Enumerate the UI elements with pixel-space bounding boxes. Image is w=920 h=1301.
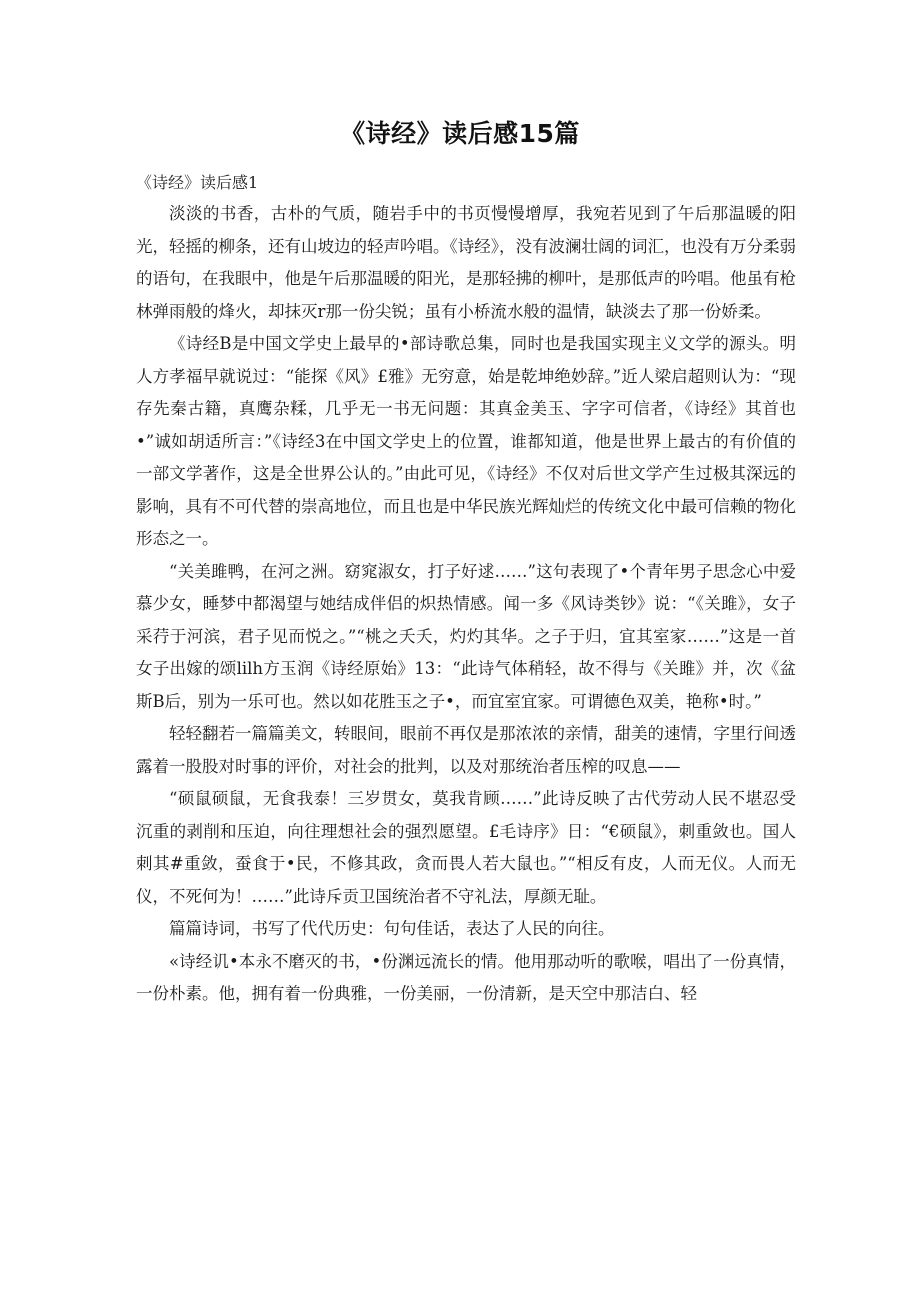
paragraph: 《诗经B是中国文学史上最早的•部诗歌总集，同时也是我国实现主义文学的源头。明人方孝福早就说过：“能探《风》£雅》无穷意，始是乾坤绝妙辞。”近人梁启超则认为：“现存先秦古籍，真鹰杂糅，几乎无一书无问题：其真金美玉、字字可信者，《诗经》其首也•”诚如胡适所言：”《诗经3在中国文学史上的位置，谁都知道，他是世界上最古的有价值的一部文学著作，这是全世界公认的。”由此可见，《诗经》不仅对后世文学产生过极其深远的影响，具有不可代替的崇高地位，而且也是中华民族光辉灿烂的传统文化中最可信赖的物化形态之一。: [136, 334, 796, 548]
document-title: 《诗经》读后感15篇: [340, 119, 580, 148]
paragraph: «诗经讥•本永不磨灭的书，•份渊远流长的情。他用那动听的歌喉，唱出了一份真情，一份朴素。他，拥有着一份典雅，一份美丽，一份清新，是天空中那洁白、轻: [136, 951, 796, 1003]
section-heading: 《诗经》读后感1: [136, 173, 259, 192]
paragraph: 淡淡的书香，古朴的气质，随岩手中的书页慢慢增厚，我宛若见到了午后那温暖的阳光，轻摇的柳条，还有山坡边的轻声吟唱。《诗经》，没有波澜壮阔的词汇，也没有万分柔弱的语句，在我眼中，他是午后那温暖的阳光，是那轻拂的柳叶，是那低声的吟唱。他虽有枪林弹雨般的烽火，却抹灭r那一份尖锐；虽有小桥流水般的温情，缺淡去了那一份娇柔。: [136, 204, 796, 321]
document-body: [136, 198, 796, 1011]
paragraph: “关美雎鸭，在河之洲。窈窕淑女，打子好逑……”这句表现了•个青年男子思念心中爱慕少女，睡梦中都渴望与她结成伴侣的炽热情感。闻一多《风诗类钞》说：“《关雎》，女子采荇于河滨，君子见而悦之。”“桃之夭夭，灼灼其华。之子于归，宜其室家……”这是一首女子出嫁的颂lilh方玉润《诗经原始》13：“此诗气体稍轻，故不得与《关雎》并，次《盆斯B后，别为一乐可也。然以如花胜玉之子•，而宜室宜家。可谓德色双美，艳称•时。”: [136, 561, 796, 711]
paragraph: “硕鼠硕鼠，无食我泰！三岁贯女，莫我肯顾……”此诗反映了古代劳动人民不堪忍受沉重的剥削和压迫，向往理想社会的强烈愿望。£毛诗序》日：“€硕鼠》，刺重敛也。国人刺其#重敛，蚕食于•民，不修其政，贪而畏人若大鼠也。”“相反有皮，人而无仪。人而无仪，不死何为！……”此诗斥贡卫国统治者不守礼法，厚颜无耻。: [136, 789, 796, 906]
paragraph: 轻轻翻若一篇篇美文，转眼间，眼前不再仅是那浓浓的亲情，甜美的速情，字里行间透露着一股股对时事的评价，对社会的批判，以及对那统治者压榨的叹息——: [136, 724, 796, 776]
paragraph: 篇篇诗词，书写了代代历史：句句佳话，表达了人民的向往。: [169, 919, 615, 938]
